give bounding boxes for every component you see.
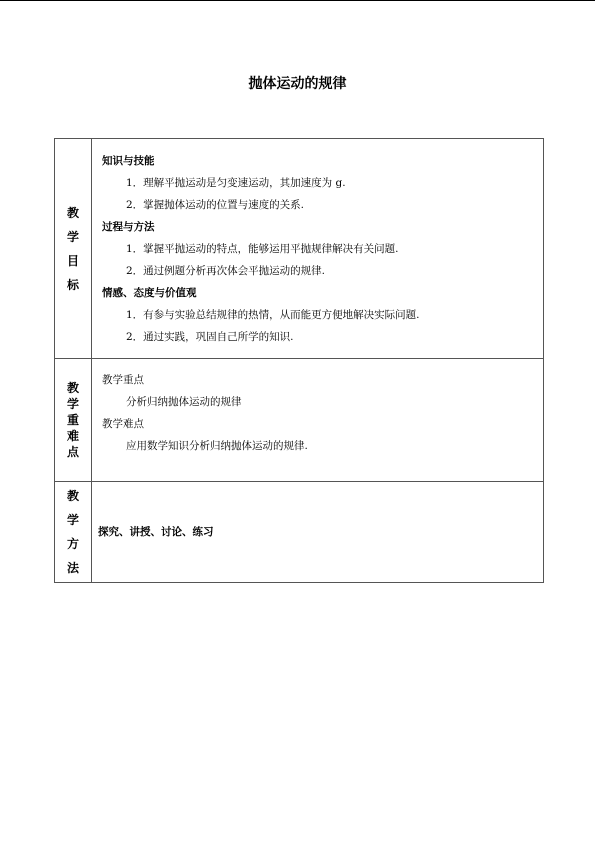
- focus-text: 分析归纳抛体运动的规律: [126, 396, 242, 408]
- objective-item: 2．掌握抛体运动的位置与速度的关系.: [126, 198, 305, 211]
- objective-item: 1．理解平抛运动是匀变速运动，其加速度为 g.: [126, 176, 346, 189]
- key-points-label: [55, 359, 92, 482]
- key-points-label-char: 点: [66, 445, 79, 459]
- methods-text: 探究、讲授、讨论、练习: [98, 526, 214, 538]
- methods-row: [55, 482, 544, 583]
- objective-item: 2．通过例题分析再次体会平抛运动的规律.: [126, 264, 326, 277]
- objectives-label-char: 教: [66, 205, 79, 220]
- difficulty-text: 应用数学知识分析归纳抛体运动的规律.: [126, 440, 308, 452]
- methods-content: [92, 482, 544, 583]
- key-points-label-char: 学: [66, 397, 79, 411]
- methods-label-char: 教: [66, 489, 79, 503]
- page-title: 抛体运动的规律: [248, 76, 347, 92]
- key-points-label-char: 难: [66, 429, 79, 443]
- top-rule: [0, 0, 595, 1]
- objectives-label-char: 标: [66, 277, 79, 292]
- process-methods-heading: 过程与方法: [102, 220, 155, 233]
- objectives-label-char: 学: [66, 229, 79, 244]
- key-points-label-char: 重: [66, 413, 79, 427]
- methods-label-char: 方: [66, 537, 79, 551]
- methods-label: [55, 482, 92, 583]
- objective-item: 1．掌握平抛运动的特点，能够运用平抛规律解决有关问题.: [126, 242, 399, 255]
- knowledge-skills-heading: 知识与技能: [102, 154, 155, 167]
- objectives-row: [55, 139, 544, 359]
- focus-heading: 教学重点: [102, 374, 144, 386]
- methods-label-char: 学: [66, 513, 79, 527]
- key-points-row: [55, 359, 544, 482]
- objectives-label-char: 目: [66, 253, 79, 268]
- objectives-content: [92, 139, 544, 359]
- objective-item: 2．通过实践，巩固自己所学的知识.: [126, 330, 294, 343]
- methods-label-char: 法: [66, 561, 79, 575]
- attitude-values-heading: 情感、态度与价值观: [102, 286, 197, 299]
- objective-item: 1．有参与实验总结规律的热情，从而能更方便地解决实际问题.: [126, 308, 420, 321]
- objectives-label: [55, 139, 92, 359]
- key-points-content: [92, 359, 544, 482]
- key-points-label-char: 教: [66, 381, 79, 395]
- lesson-plan-table: [54, 138, 544, 583]
- difficulty-heading: 教学难点: [102, 418, 144, 430]
